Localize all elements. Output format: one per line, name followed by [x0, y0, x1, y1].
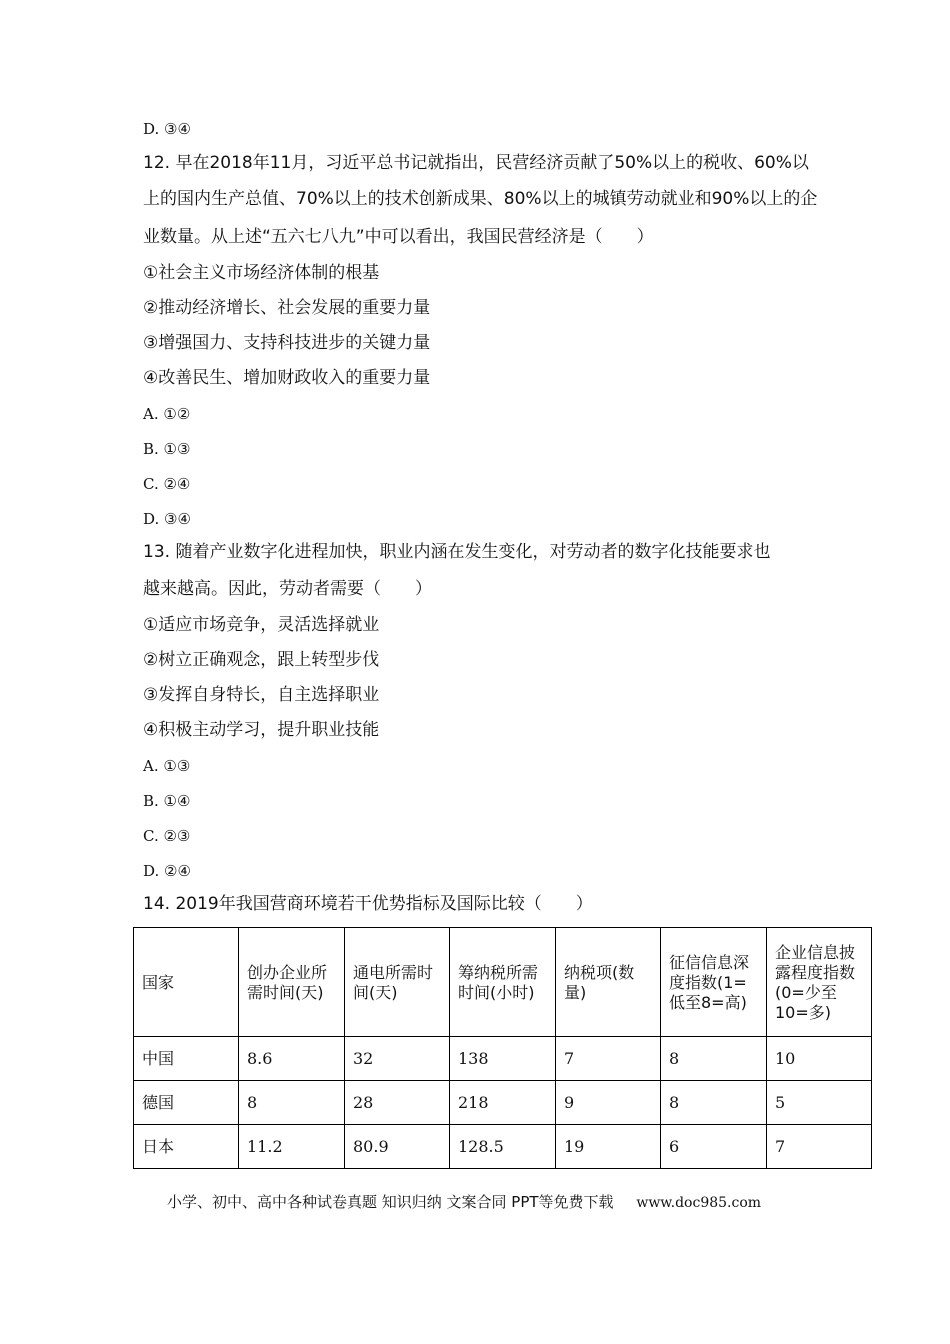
- q13-option-c: C. ②③: [143, 827, 191, 845]
- q13-stem-line-2: 越来越高。因此，劳动者需要（ ）: [143, 579, 432, 599]
- value-cell: 9: [556, 1081, 661, 1125]
- business-environment-table: [133, 927, 872, 1169]
- country-cell: 日本: [134, 1125, 239, 1169]
- q12-option-d: D. ③④: [143, 510, 191, 528]
- q12-stem-line-2: 上的国内生产总值、70%以上的技术创新成果、80%以上的城镇劳动就业和90%以上的企: [143, 189, 818, 209]
- value-cell: 6: [661, 1125, 767, 1169]
- q12-item-2: ②推动经济增长、社会发展的重要力量: [143, 298, 431, 318]
- q12-option-b: B. ①③: [143, 440, 191, 458]
- q12-item-4: ④改善民生、增加财政收入的重要力量: [143, 368, 431, 388]
- value-cell: 8.6: [239, 1037, 345, 1081]
- q13-item-2: ②树立正确观念，跟上转型步伐: [143, 650, 380, 670]
- q11-option-d: D. ③④: [143, 120, 191, 138]
- header-electricity-time: 通电所需时间(天): [345, 928, 450, 1037]
- value-cell: 7: [556, 1037, 661, 1081]
- q12-option-c: C. ②④: [143, 475, 191, 493]
- value-cell: 8: [661, 1037, 767, 1081]
- q13-item-4: ④积极主动学习，提升职业技能: [143, 720, 380, 740]
- header-tax-items: 纳税项(数量): [556, 928, 661, 1037]
- value-cell: 19: [556, 1125, 661, 1169]
- q13-item-1: ①适应市场竞争，灵活选择就业: [143, 615, 380, 635]
- q12-item-3: ③增强国力、支持科技进步的关键力量: [143, 333, 431, 353]
- header-country: 国家: [134, 928, 239, 1037]
- value-cell: 128.5: [450, 1125, 556, 1169]
- country-cell: 德国: [134, 1081, 239, 1125]
- header-disclosure-index: 企业信息披露程度指数(0=少至10=多): [767, 928, 872, 1037]
- header-tax-time: 筹纳税所需时间(小时): [450, 928, 556, 1037]
- value-cell: 10: [767, 1037, 872, 1081]
- value-cell: 32: [345, 1037, 450, 1081]
- table-header-row: [134, 928, 872, 1037]
- value-cell: 5: [767, 1081, 872, 1125]
- q13-option-b: B. ①④: [143, 792, 191, 810]
- header-credit-index: 征信信息深度指数(1=低至8=高): [661, 928, 767, 1037]
- value-cell: 8: [239, 1081, 345, 1125]
- q14-stem: 14. 2019年我国营商环境若干优势指标及国际比较（ ）: [143, 894, 593, 914]
- table-row: [134, 1081, 872, 1125]
- q13-stem-line-1: 13. 随着产业数字化进程加快，职业内涵在发生变化，对劳动者的数字化技能要求也: [143, 542, 771, 562]
- value-cell: 138: [450, 1037, 556, 1081]
- q13-option-d: D. ②④: [143, 862, 191, 880]
- table-row: [134, 1125, 872, 1169]
- q12-stem-line-3: 业数量。从上述“五六七八九”中可以看出，我国民营经济是（ ）: [143, 227, 654, 247]
- q12-option-a: A. ①②: [143, 405, 191, 423]
- q12-item-1: ①社会主义市场经济体制的根基: [143, 263, 380, 283]
- q12-stem-line-1: 12. 早在2018年11月，习近平总书记就指出，民营经济贡献了50%以上的税收、60%以: [143, 153, 809, 173]
- table-row: [134, 1037, 872, 1081]
- footer-url[interactable]: www.doc985.com: [636, 1195, 762, 1211]
- value-cell: 7: [767, 1125, 872, 1169]
- q13-option-a: A. ①③: [143, 757, 191, 775]
- value-cell: 80.9: [345, 1125, 450, 1169]
- header-startup-time: 创办企业所需时间(天): [239, 928, 345, 1037]
- value-cell: 8: [661, 1081, 767, 1125]
- page-footer: [167, 1191, 761, 1212]
- value-cell: 218: [450, 1081, 556, 1125]
- q13-item-3: ③发挥自身特长，自主选择职业: [143, 685, 380, 705]
- country-cell: 中国: [134, 1037, 239, 1081]
- value-cell: 28: [345, 1081, 450, 1125]
- footer-text: 小学、初中、高中各种试卷真题 知识归纳 文案合同 PPT等免费下载: [167, 1193, 614, 1211]
- value-cell: 11.2: [239, 1125, 345, 1169]
